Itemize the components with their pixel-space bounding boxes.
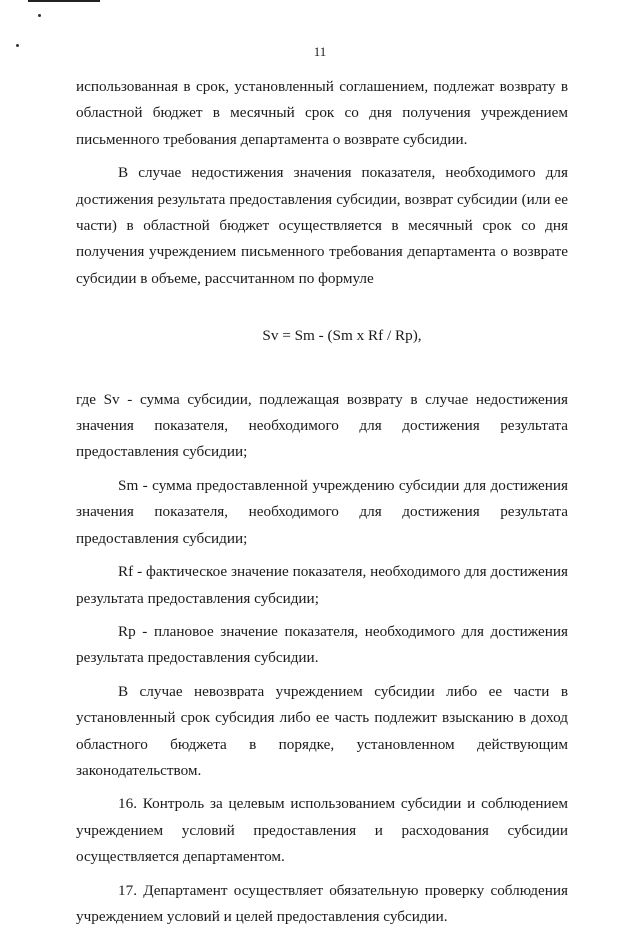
paragraph-sv-definition: где Sv - сумма субсидии, подлежащая возврату в случае недостижения значения показателя, необходимого для достижения результата предоставления субсидии; bbox=[76, 390, 568, 461]
paragraph-item-16: 16. Контроль за целевым использованием субсидии и соблюдением учреждением условий предоставления и расходования субсидии осуществляется департаментом. bbox=[76, 795, 568, 866]
paragraph-continuation: использованная в срок, установленный соглашением, подлежат возврату в областной бюджет в месячный срок со дня получения учреждением письменного требования департамента о возврате субсидии. bbox=[76, 78, 568, 148]
scan-artifact-line bbox=[28, 0, 100, 2]
paragraph-non-achievement: В случае недостижения значения показателя, необходимого для достижения результата предоставления субсидии, возврат субсидии (или ее части) в областной бюджет осуществляется в месячный срок со дня получения учреждением письменного требования департамента о возврате субсидии в объеме, рассчитанном по формуле bbox=[76, 164, 568, 287]
scan-artifact-speck bbox=[38, 14, 41, 17]
page-number: 11 bbox=[313, 44, 327, 59]
paragraph-rf-definition: Rf - фактическое значение показателя, необходимого для достижения результата предоставления субсидии; bbox=[76, 563, 568, 607]
formula: Sv = Sm - (Sm x Rf / Rp), bbox=[262, 327, 422, 345]
paragraph-non-return: В случае невозврата учреждением субсидии либо ее части в установленный срок субсидия либо ее часть подлежит взысканию в доход областного бюджета в порядке, установленном действующим законодательством. bbox=[76, 682, 568, 779]
paragraph-rp-definition: Rp - плановое значение показателя, необходимого для достижения результата предоставления субсидии. bbox=[76, 622, 568, 667]
paragraph-sm-definition: Sm - сумма предоставленной учреждению субсидии для достижения значения показателя, необходимого для достижения результата предоставления субсидии; bbox=[76, 476, 568, 547]
paragraph-item-17: 17. Департамент осуществляет обязательную проверку соблюдения учреждением условий и целей предоставления субсидии. bbox=[76, 881, 568, 925]
document-body bbox=[76, 74, 568, 937]
